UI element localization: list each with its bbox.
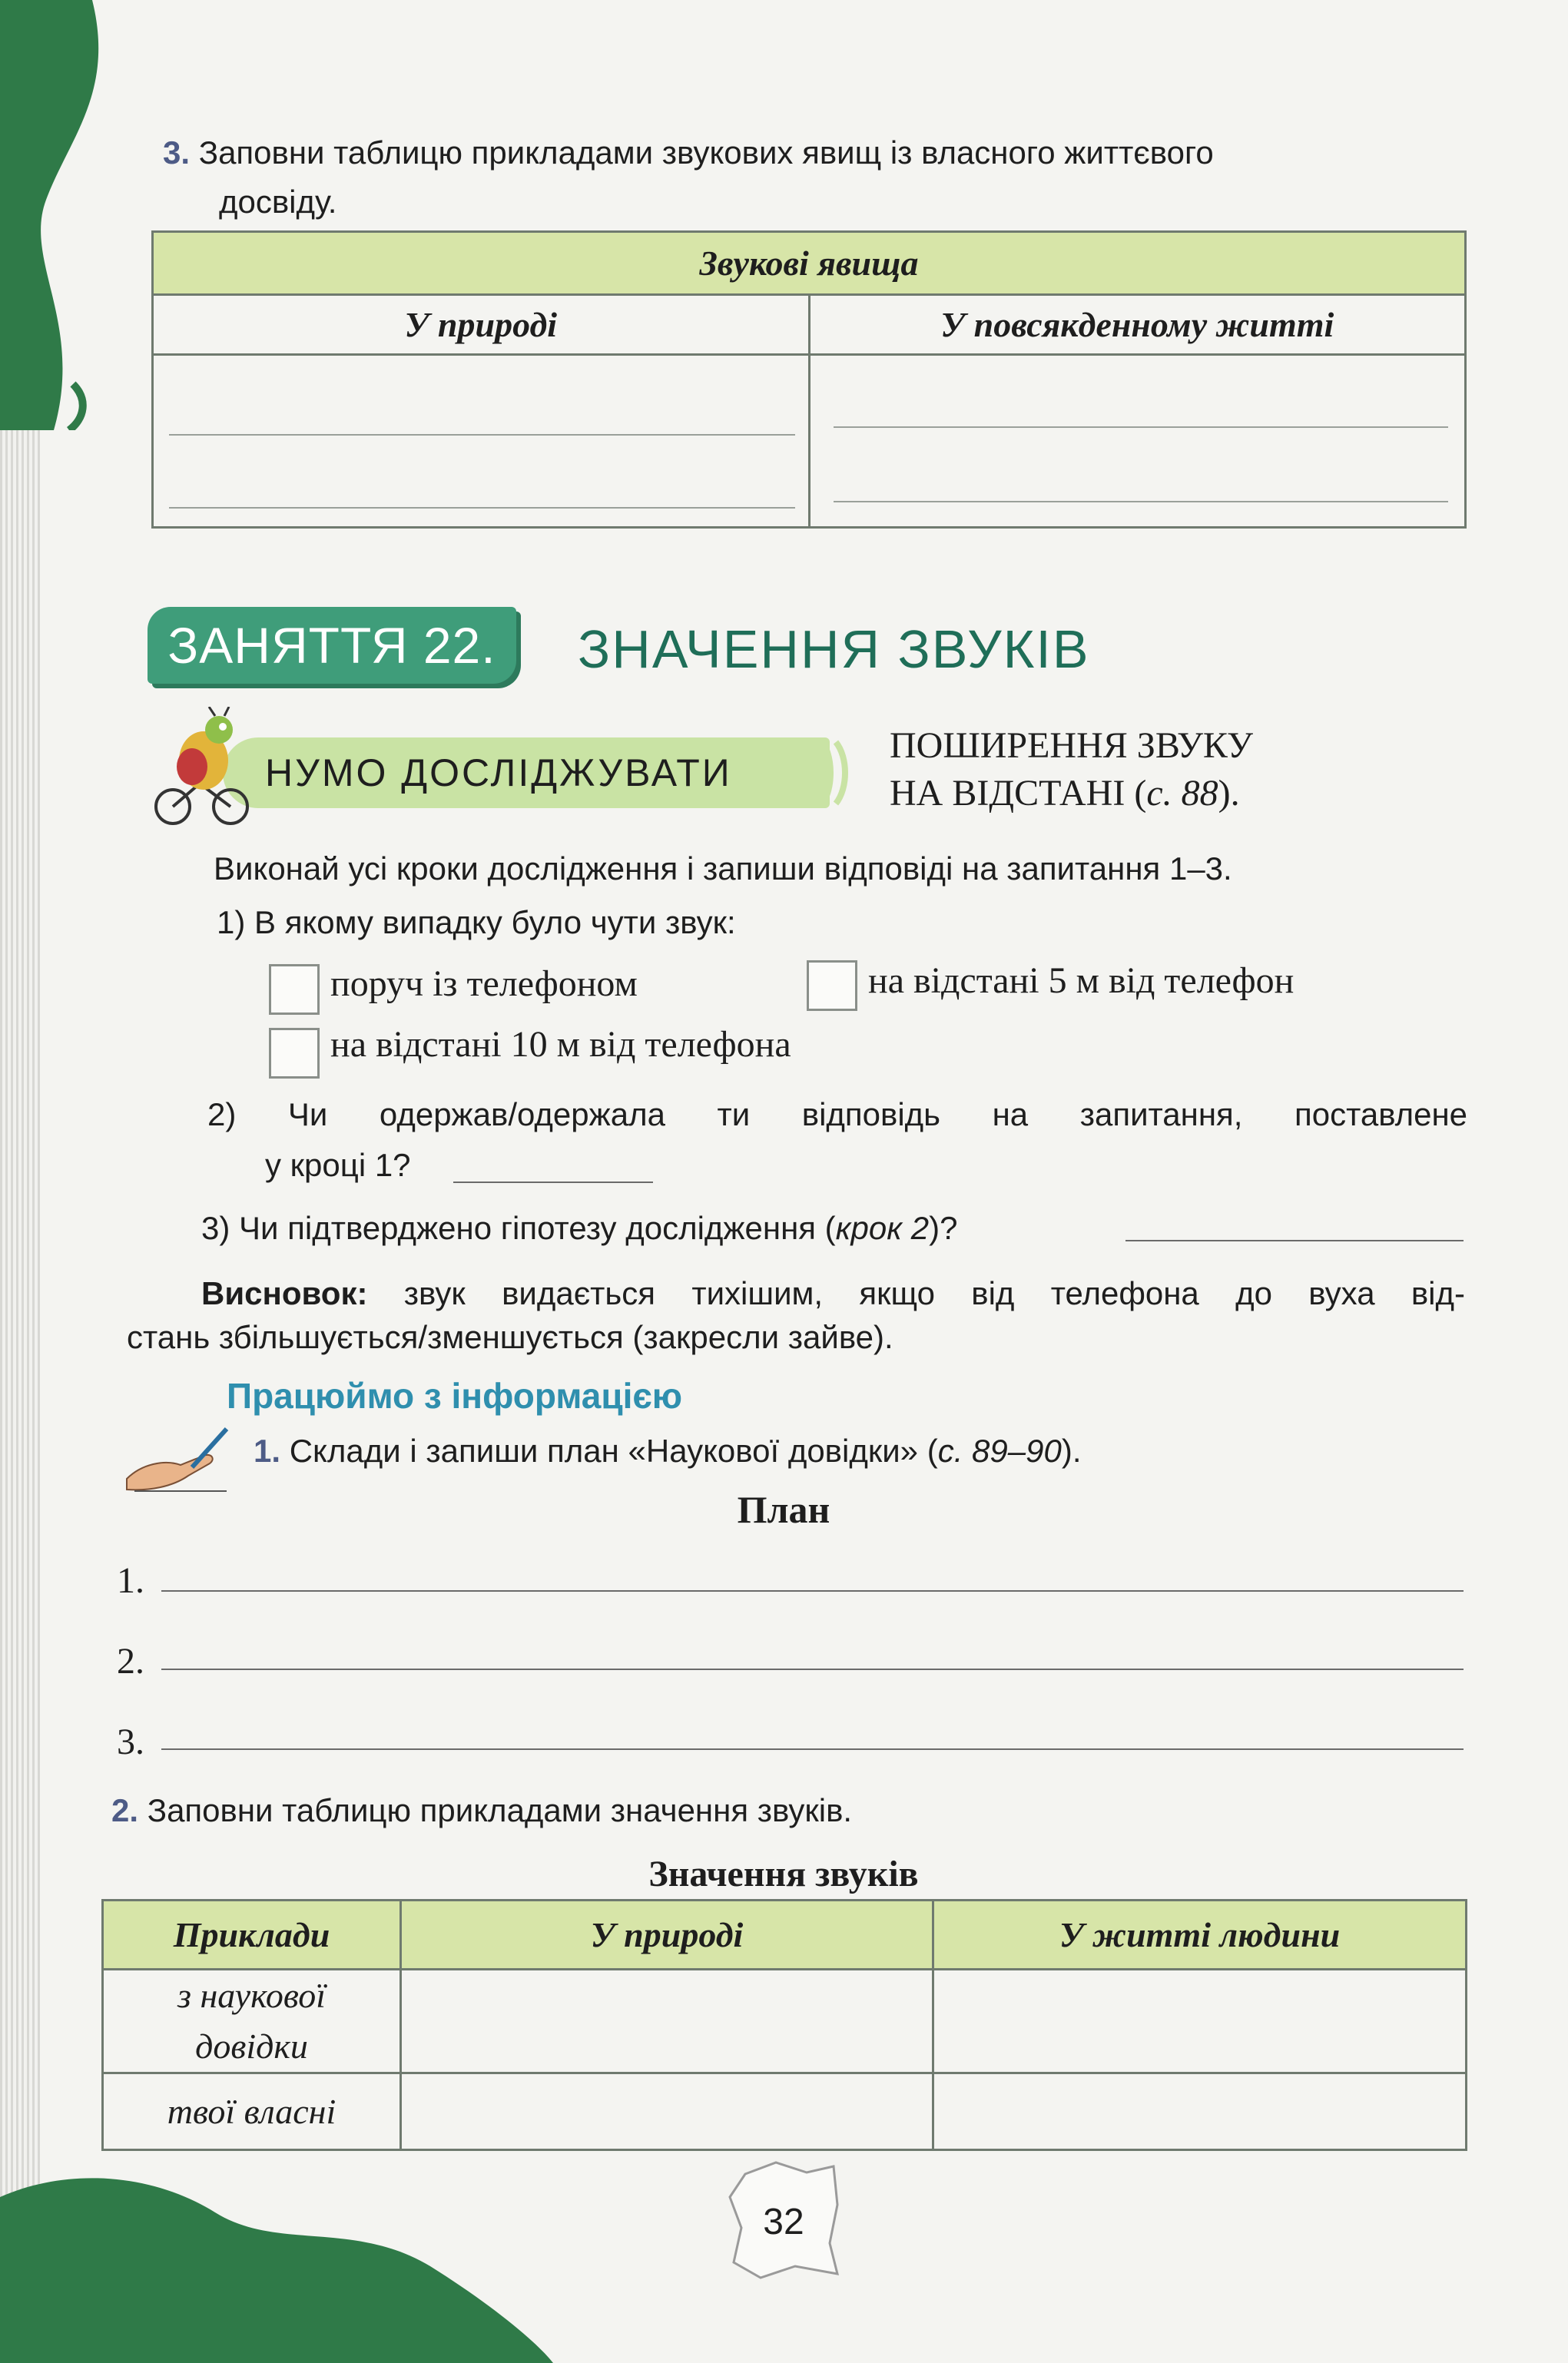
answer-line-q2[interactable] — [453, 1182, 653, 1183]
checkbox-option1[interactable] — [269, 964, 320, 1015]
info-task1: 1. Склади і запиши план «Наукової довідки» (с. 89–90). — [254, 1433, 1082, 1469]
answer-cell[interactable] — [401, 1970, 933, 2073]
answer-cell[interactable] — [933, 2073, 1467, 2150]
research-banner-label: НУМО ДОСЛІДЖУВАТИ — [265, 751, 732, 794]
plan-item-1: 1. — [117, 1560, 144, 1601]
conclusion-line2: стань збільшується/зменшується (закресли зайве). — [127, 1319, 893, 1355]
option2-label: на відстані 5 м від телефон — [868, 960, 1295, 1001]
plan-item-3: 3. — [117, 1722, 144, 1762]
plan-line-3[interactable] — [161, 1748, 1464, 1750]
sound-phenomena-table — [151, 230, 1467, 529]
write-line[interactable] — [169, 507, 795, 509]
green-blob-decoration — [0, 2166, 553, 2363]
banner-stripes-decoration — [791, 737, 853, 808]
research-intro: Виконай усі кроки дослідження і запиши відповіді на запитання 1–3. — [214, 850, 1232, 887]
task3-line1: Заповни таблицю прикладами звукових явищ із власного життєвого — [198, 134, 1214, 171]
green-blob-decoration — [0, 0, 115, 430]
question-2-line2: у кроці 1? — [265, 1147, 411, 1183]
task3-number: 3. — [163, 134, 191, 171]
write-line[interactable] — [834, 426, 1448, 428]
column-header-everyday: У повсякденному житті — [809, 295, 1466, 355]
task2-text: 2. Заповни таблицю прикладами значення звуків. — [111, 1792, 853, 1828]
plan-line-2[interactable] — [161, 1669, 1464, 1670]
research-topic — [890, 722, 1253, 817]
option1-label: поруч із телефоном — [330, 963, 638, 1004]
answer-cell[interactable] — [401, 2073, 933, 2150]
topic-line2: НА ВІДСТАНІ (с. 88). — [890, 773, 1240, 814]
info-heading: Працюймо з інформацією — [227, 1376, 683, 1416]
conclusion-line1: Висновок: звук видається тихішим, якщо від телефона до вуха від- — [201, 1275, 1465, 1311]
table-title: Звукові явища — [153, 232, 1466, 295]
topic-line1: ПОШИРЕННЯ ЗВУКУ — [890, 725, 1253, 766]
plan-line-1[interactable] — [161, 1590, 1464, 1592]
sound-meaning-table — [101, 1899, 1467, 2151]
task3-text — [163, 131, 1523, 175]
answer-line-q3[interactable] — [1125, 1240, 1464, 1241]
page-number: 32 — [763, 2202, 804, 2242]
column-header-nature: У природі — [153, 295, 810, 355]
answer-cell[interactable] — [933, 1970, 1467, 2073]
option3-label: на відстані 10 м від телефона — [330, 1024, 791, 1065]
question-1: 1) В якому випадку було чути звук: — [217, 904, 736, 940]
checkbox-option2[interactable] — [807, 960, 857, 1011]
task3-line2: досвіду. — [219, 184, 337, 220]
question-2-line1: 2) Чи одержав/одержала ти відповідь на запитання, поставлене — [207, 1096, 1467, 1132]
row-header-own: твої власні — [103, 2073, 401, 2150]
plan-title: План — [737, 1488, 830, 1531]
plan-item-2: 2. — [117, 1641, 144, 1682]
task2-table-title: Значення звуків — [648, 1854, 919, 1894]
answer-cell-nature[interactable] — [153, 355, 810, 528]
question-3: 3) Чи підтверджено гіпотезу дослідження (крок 2)? — [201, 1210, 958, 1246]
write-line[interactable] — [834, 501, 1448, 502]
hand-writing-icon — [119, 1425, 234, 1494]
write-line[interactable] — [169, 434, 795, 436]
column-header-examples: Приклади — [103, 1901, 401, 1970]
lesson-title: ЗНАЧЕННЯ ЗВУКІВ — [578, 619, 1090, 679]
lesson-label: ЗАНЯТТЯ 22. — [148, 607, 516, 684]
row-header-reference: з наукової довідки — [103, 1970, 401, 2073]
column-header-human-life: У житті людини — [933, 1901, 1467, 1970]
checkbox-option3[interactable] — [269, 1028, 320, 1079]
column-header-nature: У природі — [401, 1901, 933, 1970]
bug-on-bicycle-icon — [146, 707, 254, 830]
